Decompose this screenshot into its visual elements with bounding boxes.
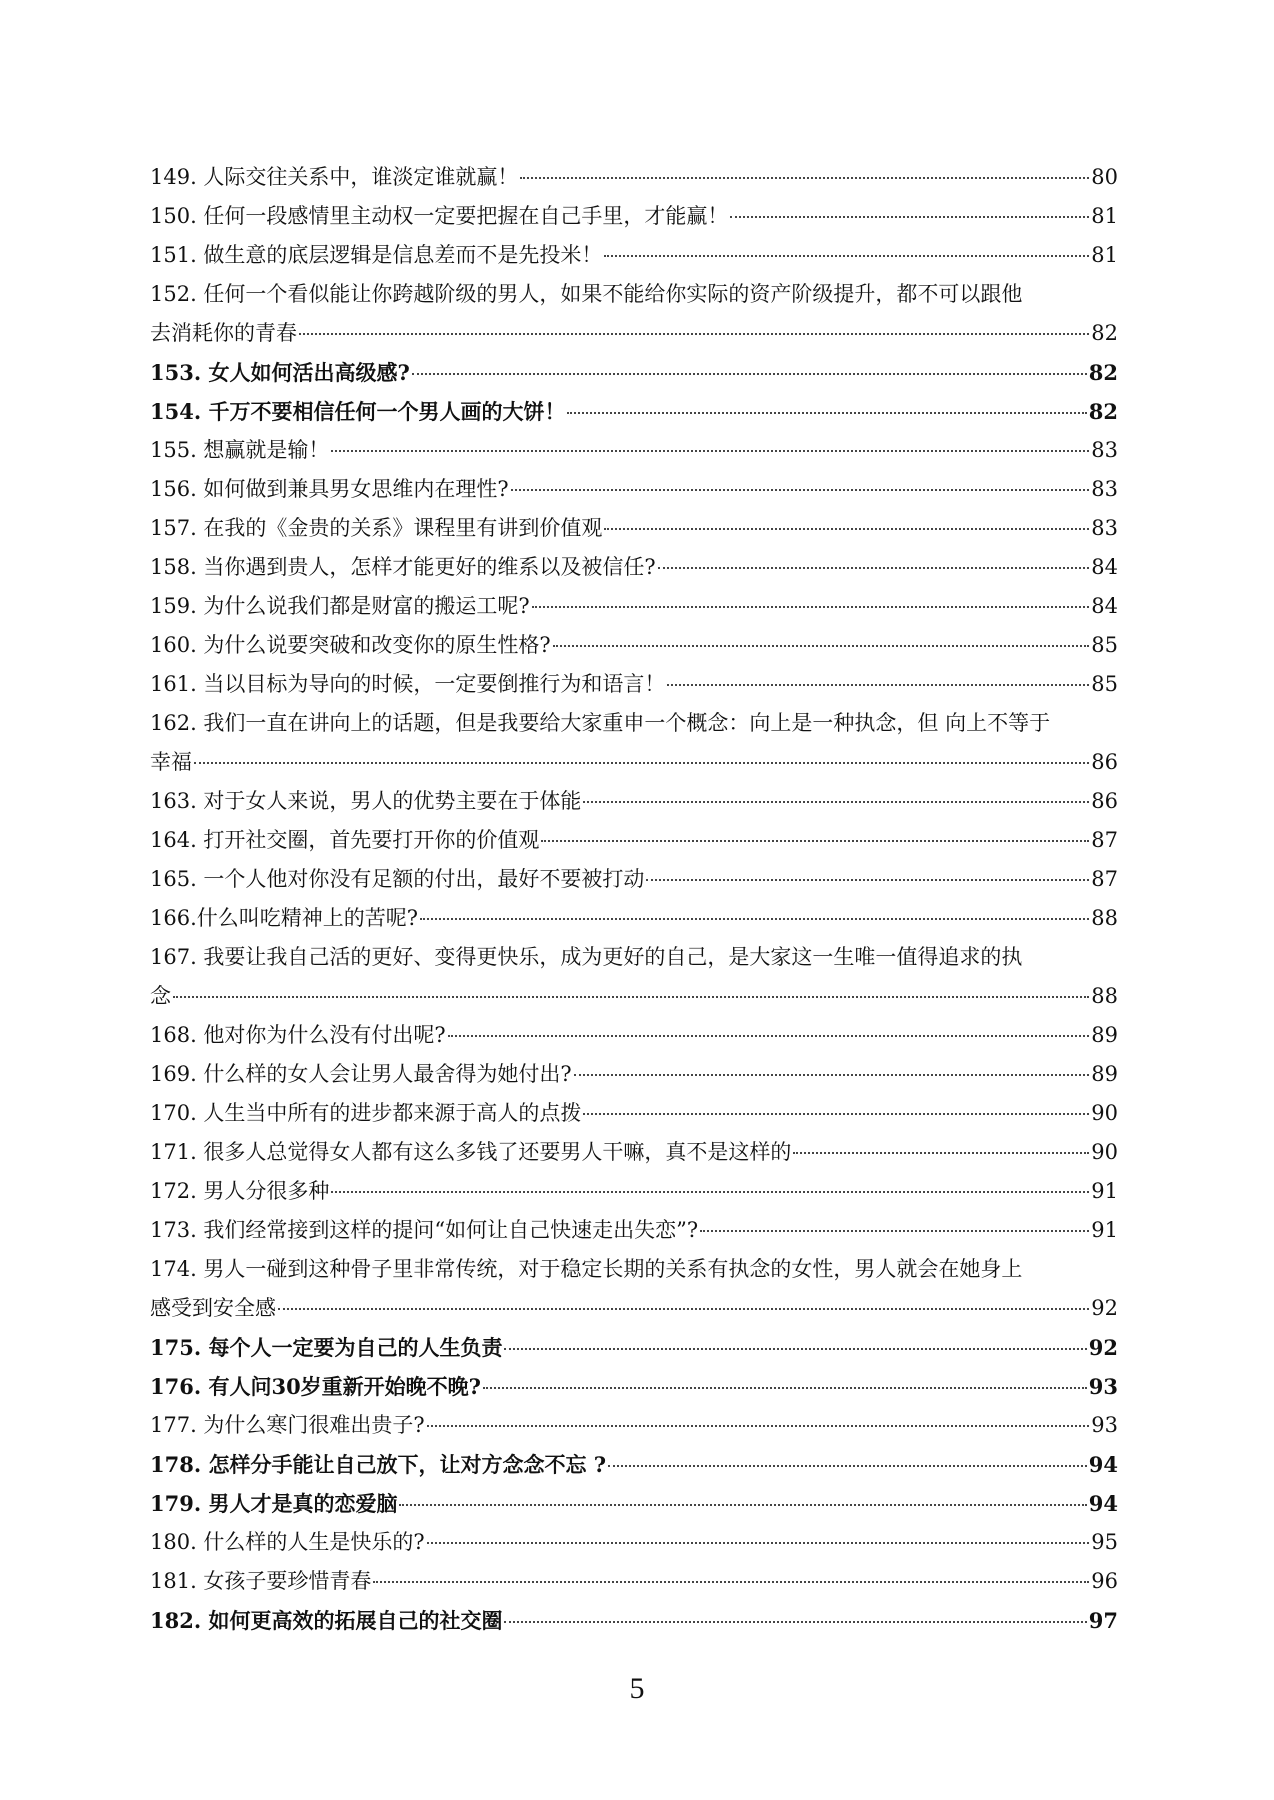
dot-leader — [420, 918, 1089, 920]
toc-entry-page: 93 — [1091, 1413, 1118, 1437]
toc-entry-row — [150, 821, 1118, 860]
toc-entry[interactable] — [150, 1562, 1118, 1601]
toc-entry-page: 90 — [1091, 1140, 1118, 1164]
dot-leader — [541, 840, 1089, 842]
toc-entry-title: 170. 人生当中所有的进步都来源于高人的点拨 — [150, 1101, 582, 1125]
toc-entry-row — [150, 1055, 1118, 1094]
dot-leader — [730, 216, 1089, 218]
toc-entry-page: 91 — [1091, 1179, 1118, 1203]
toc-entry-row — [150, 392, 1118, 431]
toc-entry-page: 88 — [1091, 906, 1118, 930]
toc-entry-title: 163. 对于女人来说，男人的优势主要在于体能 — [150, 789, 582, 813]
toc-entry[interactable] — [150, 1016, 1118, 1055]
page-number: 5 — [629, 1672, 645, 1705]
dot-leader — [567, 412, 1086, 414]
toc-entry-page: 91 — [1091, 1218, 1118, 1242]
dot-leader — [331, 1191, 1089, 1193]
toc-entry-page: 94 — [1088, 1452, 1118, 1477]
toc-entry-row — [150, 587, 1118, 626]
toc-entry-title-line: 167. 我要让我自己活的更好、变得更快乐，成为更好的自己，是大家这一生唯一值得追求的执 — [150, 945, 1023, 969]
dot-leader — [373, 1581, 1089, 1583]
dot-leader — [412, 373, 1087, 375]
toc-entry-title: 155. 想赢就是输！ — [150, 438, 330, 462]
dot-leader — [278, 1308, 1089, 1310]
dot-leader — [331, 450, 1089, 452]
toc-entry-title-line: 174. 男人一碰到这种骨子里非常传统，对于稳定长期的关系有执念的女性，男人就会在她身上 — [150, 1257, 1023, 1281]
dot-leader — [658, 567, 1090, 569]
toc-entry-row — [150, 860, 1118, 899]
toc-entry-page: 88 — [1091, 984, 1118, 1008]
toc-entry-page: 94 — [1088, 1491, 1118, 1516]
toc-entry-title: 171. 很多人总觉得女人都有这么多钱了还要男人干嘛，真不是这样的 — [150, 1140, 792, 1164]
toc-entry-page: 81 — [1091, 204, 1118, 228]
toc-entry-title: 177. 为什么寒门很难出贵子? — [150, 1413, 425, 1437]
toc-entry-row — [150, 509, 1118, 548]
toc-entry-title: 164. 打开社交圈，首先要打开你的价值观 — [150, 828, 540, 852]
toc-entry-title: 158. 当你遇到贵人，怎样才能更好的维系以及被信任? — [150, 555, 656, 579]
toc-entry-page: 92 — [1091, 1296, 1118, 1320]
toc-entry-page: 96 — [1091, 1569, 1118, 1593]
toc-entry[interactable] — [150, 1094, 1118, 1133]
toc-entry-page: 93 — [1088, 1374, 1118, 1399]
toc-entry-page: 87 — [1091, 867, 1118, 891]
toc-entry-page: 84 — [1091, 555, 1118, 579]
toc-entry[interactable] — [150, 1601, 1118, 1640]
toc-entry[interactable] — [150, 821, 1118, 860]
dot-leader — [504, 1348, 1086, 1350]
dot-leader — [667, 684, 1089, 686]
toc-entry-title: 166.什么叫吃精神上的苦呢? — [150, 906, 419, 930]
toc-entry-page: 82 — [1091, 321, 1118, 345]
dot-leader — [194, 762, 1089, 764]
toc-entry[interactable] — [150, 782, 1118, 821]
toc-entry-title: 157. 在我的《金贵的关系》课程里有讲到价值观 — [150, 516, 603, 540]
toc-entry[interactable] — [150, 431, 1118, 470]
toc-entry-row — [150, 431, 1118, 470]
toc-entry-row — [150, 197, 1118, 236]
toc-entry-title-line: 162. 我们一直在讲向上的话题，但是我要给大家重申一个概念：向上是一种执念，但 向上不等于 — [150, 711, 1051, 735]
toc-entry-title-line: 152. 任何一个看似能让你跨越阶级的男人，如果不能给你实际的资产阶级提升，都不可以跟他 — [150, 282, 1023, 306]
toc-entry-page: 92 — [1088, 1335, 1118, 1360]
dot-leader — [483, 1387, 1087, 1389]
toc-entry-row — [150, 977, 1118, 1016]
toc-entry[interactable] — [150, 1367, 1118, 1406]
toc-entry-row — [150, 1016, 1118, 1055]
toc-entry-page: 83 — [1091, 516, 1118, 540]
toc-entry[interactable] — [150, 1172, 1118, 1211]
toc-entry-row — [150, 158, 1118, 197]
toc-entry[interactable] — [150, 1211, 1118, 1250]
toc-entry[interactable] — [150, 392, 1118, 431]
toc-entry-row — [150, 782, 1118, 821]
toc-entry-page: 83 — [1091, 438, 1118, 462]
dot-leader — [173, 996, 1089, 998]
toc-entry-page: 82 — [1088, 360, 1118, 385]
toc-entry-page: 84 — [1091, 594, 1118, 618]
dot-leader — [700, 1230, 1089, 1232]
toc-entry[interactable] — [150, 1484, 1118, 1523]
toc-entry[interactable] — [150, 1250, 1118, 1328]
dot-leader — [504, 1621, 1086, 1623]
toc-entry[interactable] — [150, 1328, 1118, 1367]
toc-entry-page: 82 — [1088, 399, 1118, 424]
toc-entry-page: 85 — [1091, 633, 1118, 657]
toc-entry-row — [150, 665, 1118, 704]
toc-entry-row — [150, 1328, 1118, 1367]
toc-entry[interactable] — [150, 1406, 1118, 1445]
toc-entry-row — [150, 1367, 1118, 1406]
toc-entry-page: 86 — [1091, 789, 1118, 813]
toc-entry-page: 86 — [1091, 750, 1118, 774]
toc-entry-row — [150, 314, 1118, 353]
dot-leader — [646, 879, 1089, 881]
toc-entry-row — [150, 236, 1118, 275]
toc-entry-page: 97 — [1088, 1608, 1118, 1633]
dot-leader — [583, 801, 1089, 803]
dot-leader — [574, 1074, 1090, 1076]
toc-entry-page: 85 — [1091, 672, 1118, 696]
toc-entry-title: 151. 做生意的底层逻辑是信息差而不是先投米！ — [150, 243, 603, 267]
toc-entry-page: 87 — [1091, 828, 1118, 852]
toc-entry-row — [150, 1523, 1118, 1562]
toc-entry-row — [150, 1172, 1118, 1211]
toc-entry-page: 95 — [1091, 1530, 1118, 1554]
toc-entry-page: 80 — [1091, 165, 1118, 189]
toc-entry-row — [150, 1484, 1118, 1523]
dot-leader — [604, 255, 1089, 257]
toc-entry-title: 169. 什么样的女人会让男人最舍得为她付出? — [150, 1062, 572, 1086]
toc-entry-row — [150, 470, 1118, 509]
toc-entry-title: 161. 当以目标为导向的时候，一定要倒推行为和语言！ — [150, 672, 666, 696]
toc-entry-title: 153. 女人如何活出高级感? — [150, 360, 410, 385]
toc-entry[interactable] — [150, 548, 1118, 587]
toc-entry-title: 156. 如何做到兼具男女思维内在理性? — [150, 477, 509, 501]
toc-entry-row — [150, 1406, 1118, 1445]
dot-leader — [532, 606, 1090, 608]
toc-entry-row — [150, 626, 1118, 665]
dot-leader — [608, 1465, 1087, 1467]
toc-entry-title: 159. 为什么说我们都是财富的搬运工呢? — [150, 594, 530, 618]
toc-entry-title: 176. 有人问30岁重新开始晚不晚? — [150, 1374, 481, 1399]
toc-entry[interactable] — [150, 197, 1118, 236]
toc-entry[interactable] — [150, 275, 1118, 353]
toc-entry[interactable] — [150, 899, 1118, 938]
toc-entry-title: 182. 如何更高效的拓展自己的社交圈 — [150, 1608, 503, 1633]
toc-entry[interactable] — [150, 1133, 1118, 1172]
toc-entry-title: 幸福 — [150, 750, 192, 774]
toc-entry[interactable] — [150, 353, 1118, 392]
toc-entry[interactable] — [150, 236, 1118, 275]
toc-entry-title: 178. 怎样分手能让自己放下，让对方念念不忘 ? — [150, 1452, 607, 1477]
toc-entry-row — [150, 1445, 1118, 1484]
dot-leader — [399, 1504, 1086, 1506]
toc-entry-title: 165. 一个人他对你没有足额的付出，最好不要被打动 — [150, 867, 645, 891]
dot-leader — [299, 333, 1089, 335]
toc-entry-title: 去消耗你的青春 — [150, 321, 297, 345]
dot-leader — [604, 528, 1089, 530]
toc-entry-title: 149. 人际交往关系中，谁淡定谁就赢！ — [150, 165, 519, 189]
toc-entry[interactable] — [150, 938, 1118, 1016]
table-of-contents — [150, 158, 1118, 1640]
toc-entry-page: 89 — [1091, 1062, 1118, 1086]
toc-entry-row — [150, 899, 1118, 938]
dot-leader — [793, 1152, 1089, 1154]
toc-entry-row — [150, 1211, 1118, 1250]
toc-entry-title: 168. 他对你为什么没有付出呢? — [150, 1023, 446, 1047]
toc-entry-title: 172. 男人分很多种 — [150, 1179, 330, 1203]
toc-entry-row — [150, 1133, 1118, 1172]
toc-entry-row — [150, 1562, 1118, 1601]
dot-leader — [520, 177, 1089, 179]
toc-entry-row — [150, 1289, 1118, 1328]
toc-entry-page: 81 — [1091, 243, 1118, 267]
toc-entry-title: 154. 千万不要相信任何一个男人画的大饼！ — [150, 399, 566, 424]
dot-leader — [427, 1542, 1090, 1544]
toc-entry-page: 90 — [1091, 1101, 1118, 1125]
toc-entry-title: 180. 什么样的人生是快乐的? — [150, 1530, 425, 1554]
toc-entry[interactable] — [150, 470, 1118, 509]
toc-entry-page: 83 — [1091, 477, 1118, 501]
toc-entry-title: 179. 男人才是真的恋爱脑 — [150, 1491, 398, 1516]
dot-leader — [583, 1113, 1089, 1115]
toc-entry-title: 念 — [150, 984, 171, 1008]
toc-entry[interactable] — [150, 1445, 1118, 1484]
dot-leader — [427, 1425, 1090, 1427]
toc-entry[interactable] — [150, 158, 1118, 197]
toc-entry[interactable] — [150, 665, 1118, 704]
dot-leader — [511, 489, 1090, 491]
toc-entry-title: 173. 我们经常接到这样的提问“如何让自己快速走出失恋”? — [150, 1218, 699, 1242]
toc-entry[interactable] — [150, 587, 1118, 626]
toc-entry-page: 89 — [1091, 1023, 1118, 1047]
toc-entry-row — [150, 1601, 1118, 1640]
toc-entry-row — [150, 1094, 1118, 1133]
toc-entry-title: 感受到安全感 — [150, 1296, 276, 1320]
toc-entry[interactable] — [150, 1055, 1118, 1094]
toc-entry-row — [150, 548, 1118, 587]
toc-entry-title: 175. 每个人一定要为自己的人生负责 — [150, 1335, 503, 1360]
toc-entry[interactable] — [150, 704, 1118, 782]
toc-entry-row — [150, 743, 1118, 782]
dot-leader — [448, 1035, 1090, 1037]
dot-leader — [553, 645, 1090, 647]
toc-entry[interactable] — [150, 1523, 1118, 1562]
toc-entry-title: 160. 为什么说要突破和改变你的原生性格? — [150, 633, 551, 657]
toc-entry-title: 150. 任何一段感情里主动权一定要把握在自己手里，才能赢！ — [150, 204, 729, 228]
toc-entry[interactable] — [150, 860, 1118, 899]
toc-entry-title: 181. 女孩子要珍惜青春 — [150, 1569, 372, 1593]
toc-entry[interactable] — [150, 626, 1118, 665]
toc-entry-row — [150, 353, 1118, 392]
toc-entry[interactable] — [150, 509, 1118, 548]
